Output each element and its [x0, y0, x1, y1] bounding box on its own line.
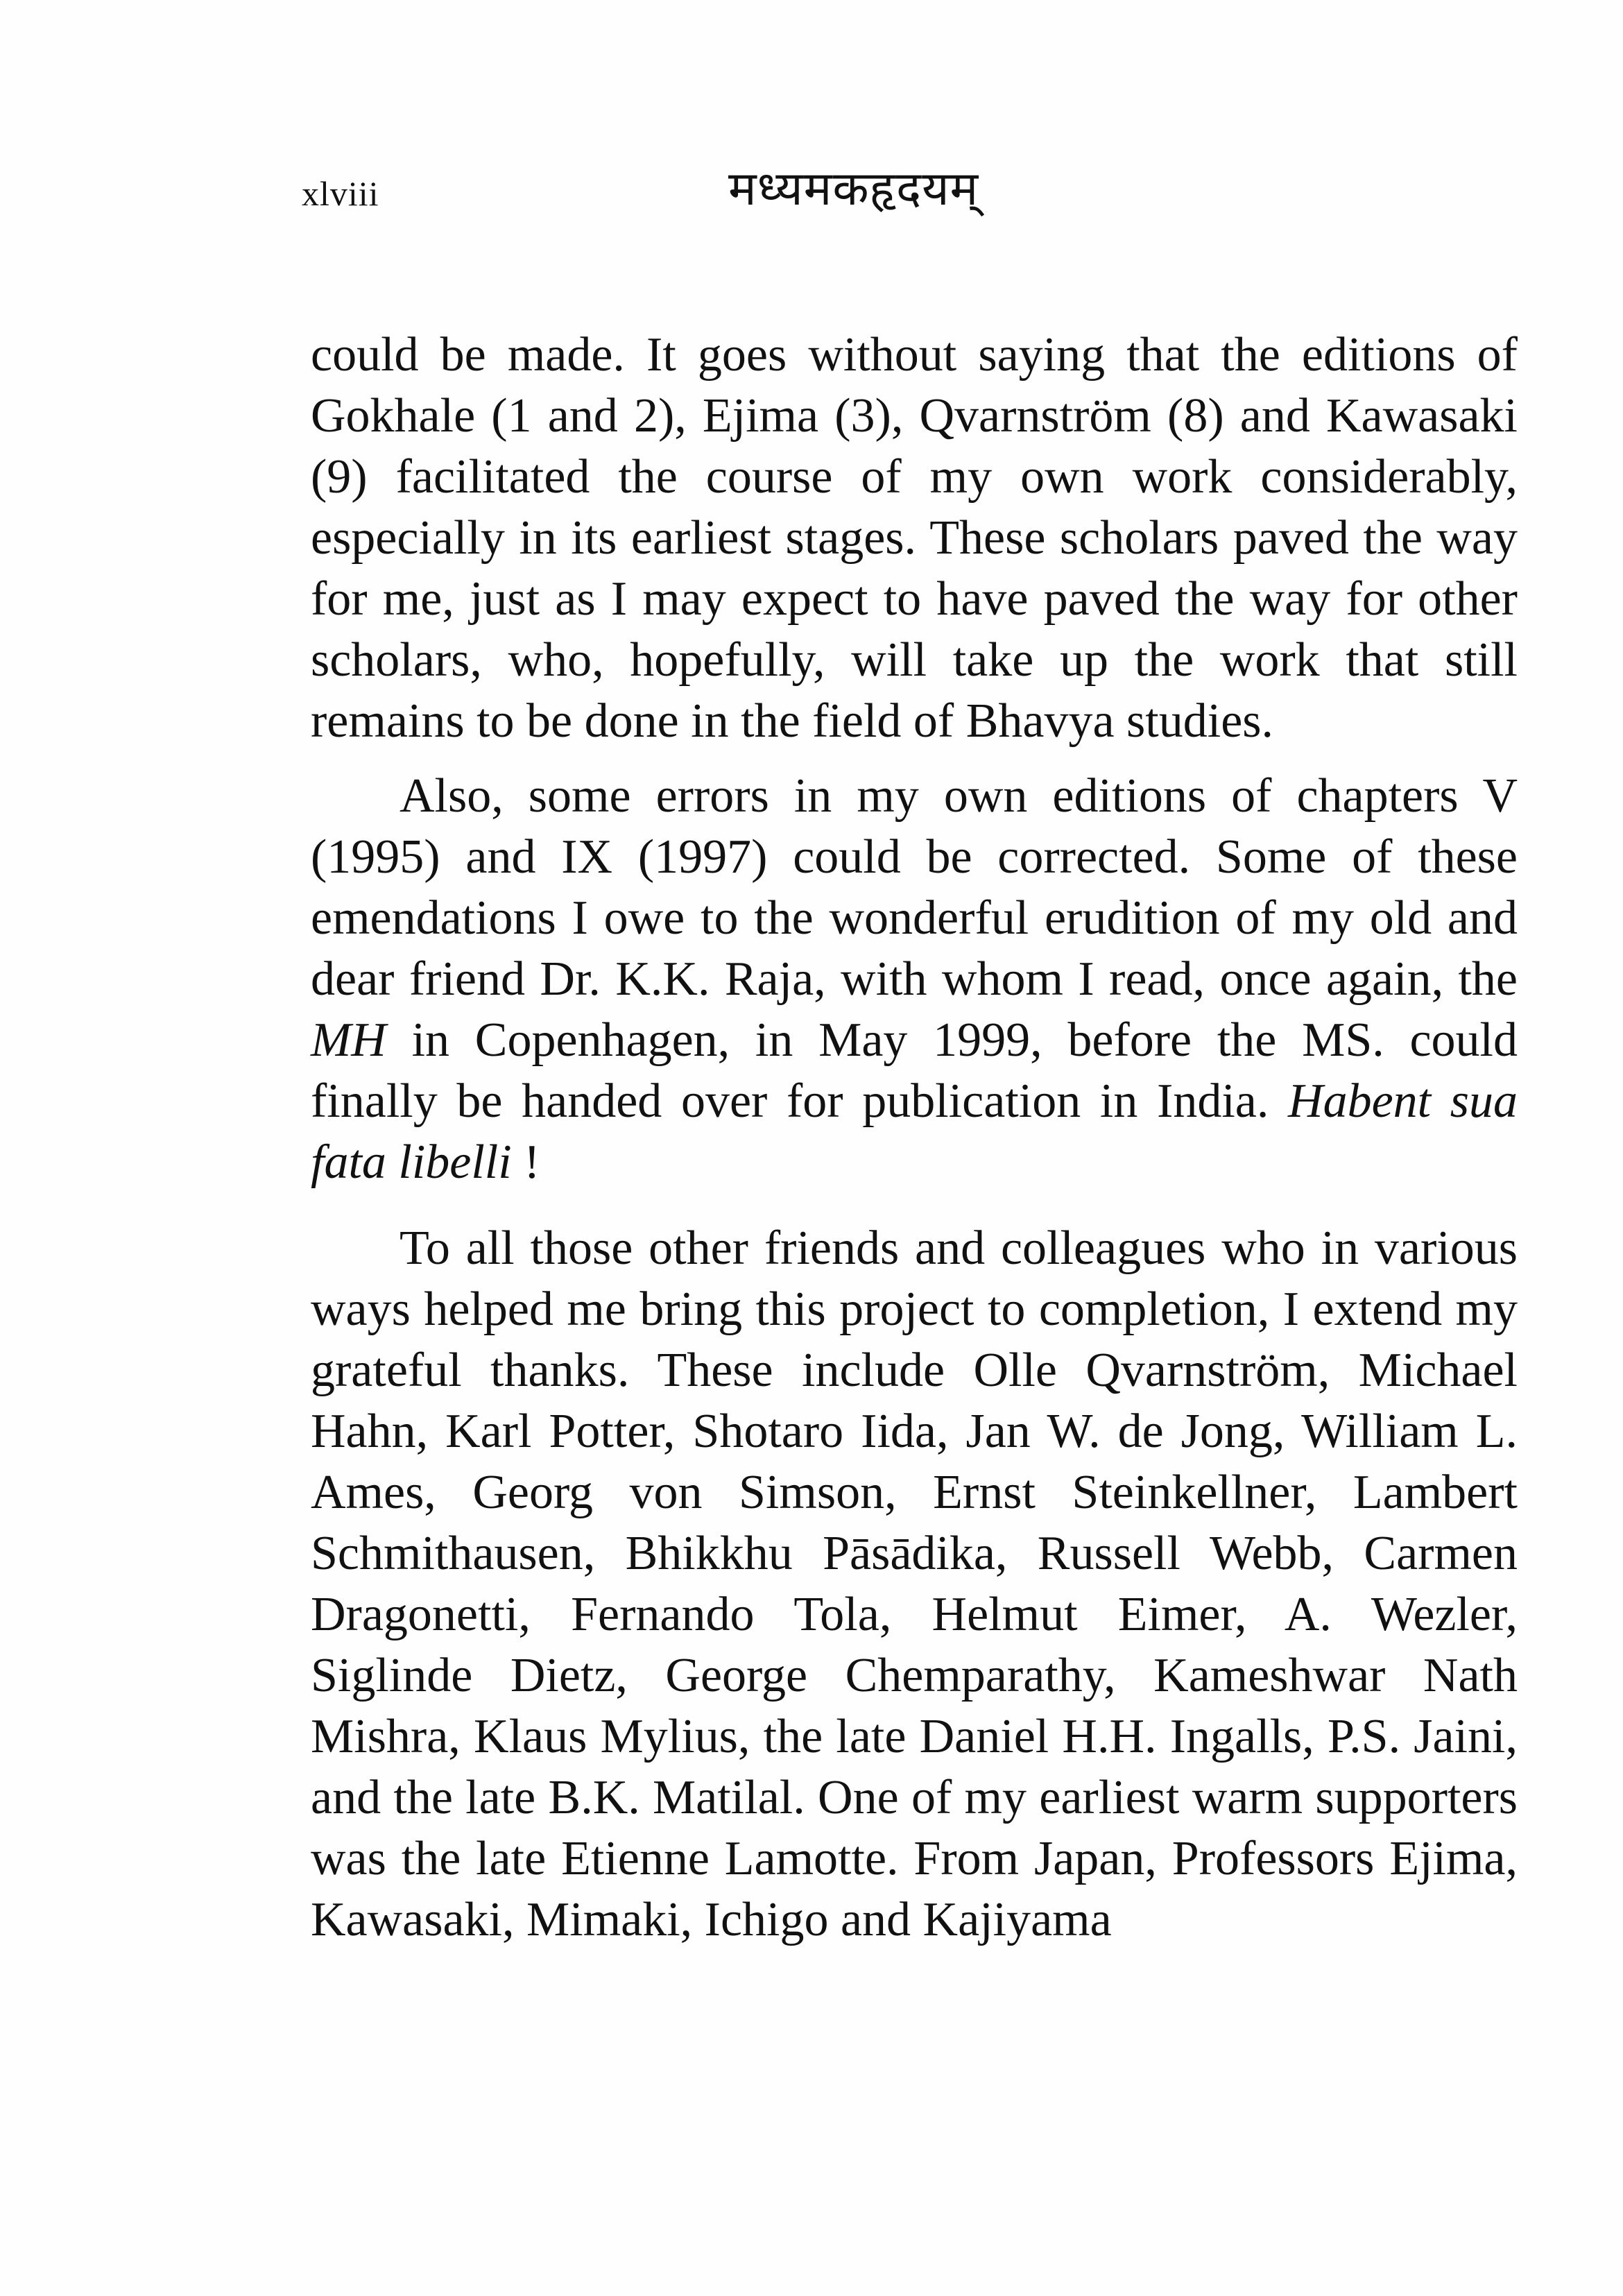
paragraph-2-text-c: ! — [511, 1136, 540, 1189]
paragraph-1: could be made. It goes without saying that the editions of Gokhale (1 and 2), Ejima (3), Qvarnström (8) and Kawasaki (9) facilitated the course of my own work considerably, especially in its earliest stages. These scholars paved the way for me, just as I may expect to have paved the way for other scholars, who, hopefully, will take up the work that still remains to be done in the field of Bhavya studies. — [311, 328, 1518, 748]
paragraph-2-italic-latin-phrase: Habent sua fata libelli — [311, 1074, 1518, 1189]
running-title: मध्यमकहृदयम् — [728, 162, 979, 216]
page-number: xlviii — [302, 174, 379, 213]
paragraph-2-text-a: Also, some errors in my own editions of chapters V (1995) and IX (1997) could be corrected. Some of these emendations I owe to the wonderful erudition of my old and dear friend Dr. K.K. Raja, with whom I read, once again, the — [311, 769, 1518, 1006]
paragraph-2-italic-mh: MH — [311, 1013, 386, 1067]
running-head — [302, 154, 1474, 230]
paragraph-3: To all those other friends and colleagues who in various ways helped me bring this project to completion, I extend my grateful thanks. These include Olle Qvarnström, Michael Hahn, Karl Potter, Shotaro Iida, Jan W. de Jong, William L. Ames, Georg von Simson, Ernst Steinkellner, Lambert Schmithausen, Bhikkhu Pāsādika, Russell Webb, Carmen Dragonetti, Fernando Tola, Helmut Eimer, A. Wezler, Siglinde Dietz, George Chemparathy, Kameshwar Nath Mishra, Klaus Mylius, the late Daniel H.H. Ingalls, P.S. Jaini, and the late B.K. Matilal. One of my earliest warm supporters was the late Etienne Lamotte. From Japan, Professors Ejima, Kawasaki, Mimaki, Ichigo and Kajiyama — [311, 1222, 1518, 1946]
body-text — [311, 325, 1518, 1951]
paragraph-2 — [311, 766, 1518, 1193]
paragraph-2-text-b: in Copenhagen, in May 1999, before the MS. could finally be handed over for publication in India. — [311, 1013, 1518, 1128]
